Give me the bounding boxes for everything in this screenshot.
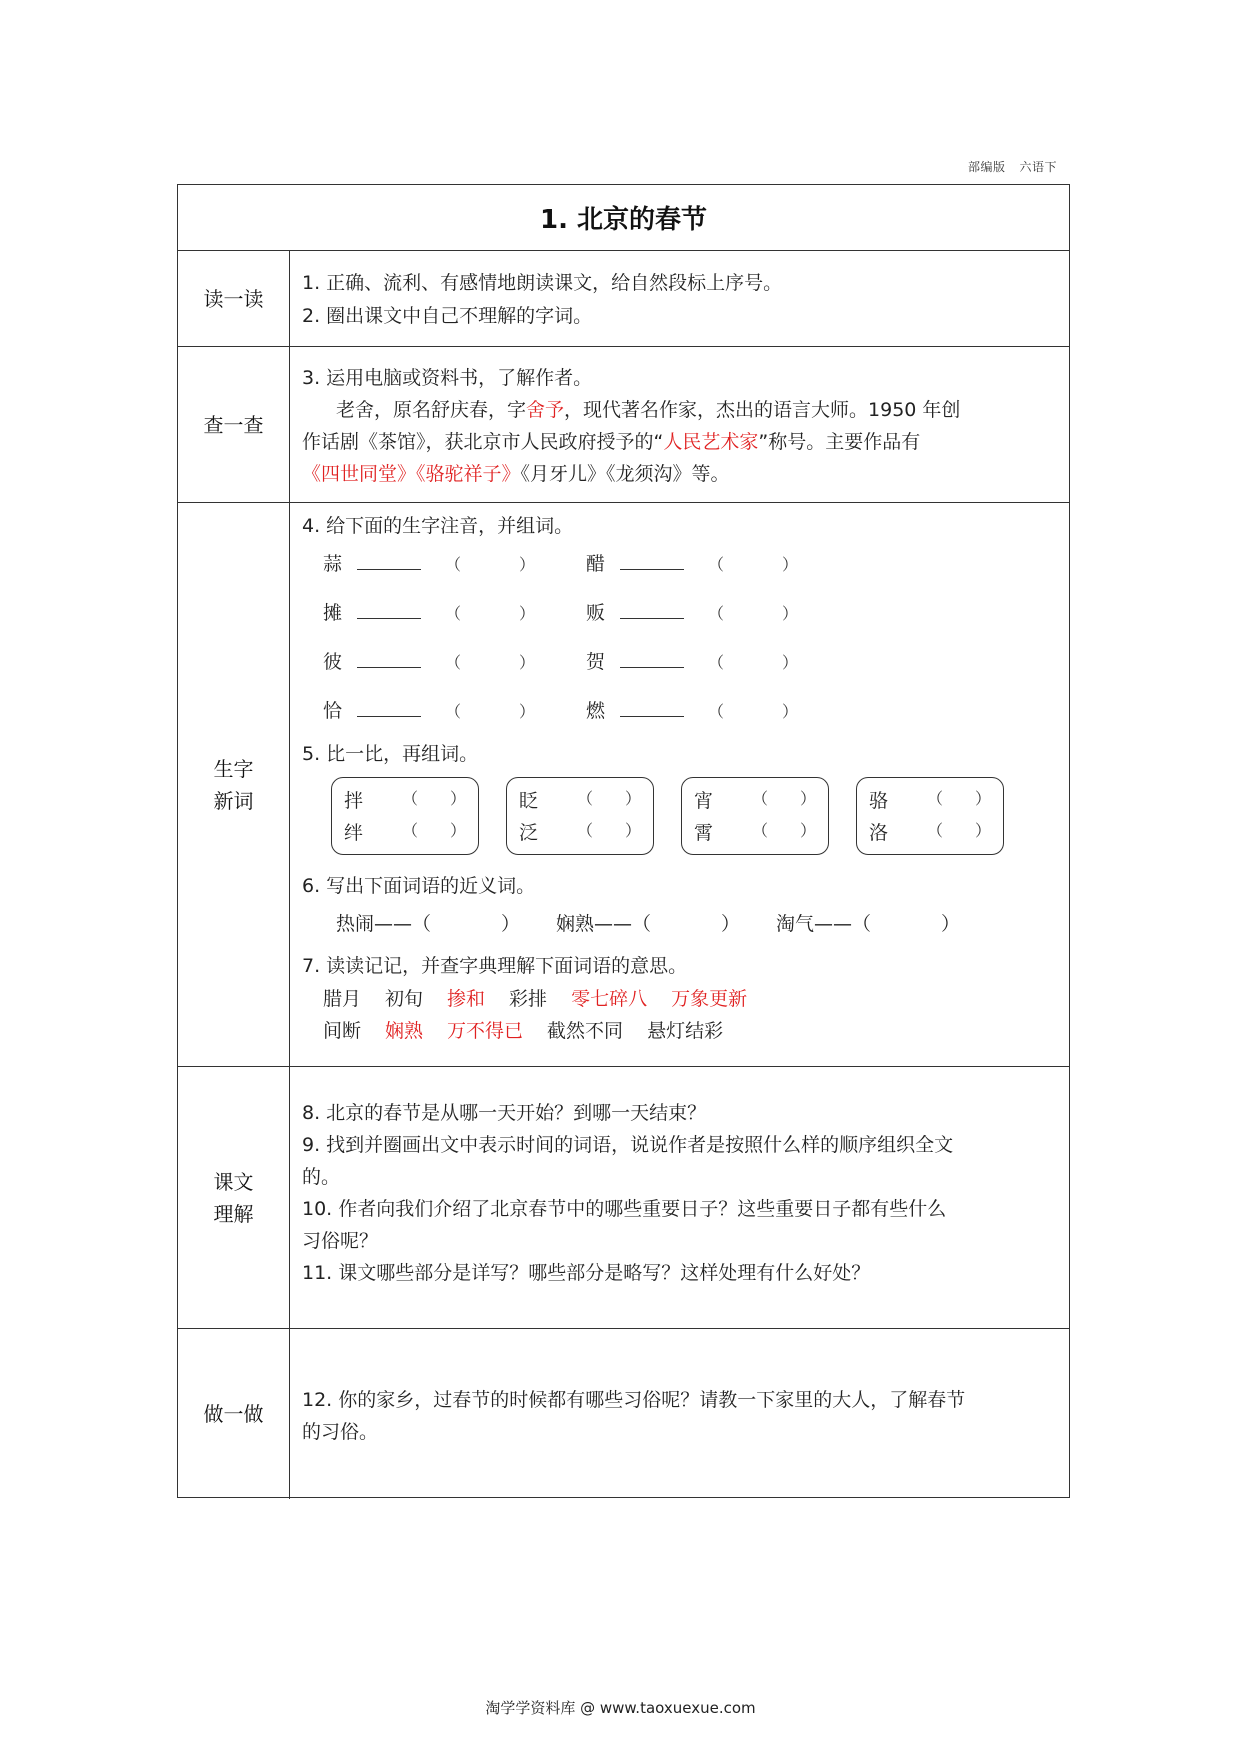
char: 骆: [869, 790, 889, 812]
question-2: 2. 圈出课文中自己不理解的字词。: [302, 305, 593, 327]
synonym-item[interactable]: [776, 909, 960, 936]
compare-row[interactable]: [869, 786, 991, 813]
author-paragraph-line-2: [302, 427, 920, 454]
char: 燃: [586, 700, 606, 722]
word-blank[interactable]: [708, 699, 798, 722]
compare-box: [681, 777, 829, 855]
char: 绊: [344, 822, 364, 844]
label-text: 新词: [213, 788, 254, 813]
paren-open: （: [445, 555, 462, 574]
word-list-row-1: [323, 984, 771, 1011]
question-1: 1. 正确、流利、有感情地朗读课文，给自然段标上序号。: [302, 272, 783, 294]
worksheet-table: [177, 184, 1070, 1498]
word-blank[interactable]: [445, 552, 535, 575]
blank: （ ）: [401, 789, 466, 808]
char: 贩: [586, 602, 606, 624]
section-read: [178, 251, 1069, 347]
pinyin-item: [586, 696, 798, 723]
question-5: 5. 比一比，再组词。: [302, 743, 479, 765]
word-blank[interactable]: [708, 601, 798, 624]
header-note: [968, 158, 1057, 175]
word-blank[interactable]: [708, 650, 798, 673]
char: 眨: [519, 790, 539, 812]
word-blank[interactable]: [708, 552, 798, 575]
question-12: 12. 你的家乡，过春节的时候都有哪些习俗呢？请教一下家里的大人，了解春节: [302, 1389, 966, 1411]
pinyin-blank[interactable]: [357, 600, 421, 619]
paren-close: ）: [781, 702, 798, 721]
blank: （ ）: [576, 821, 641, 840]
compare-row[interactable]: [519, 818, 641, 845]
paren-open: （: [708, 555, 725, 574]
compare-row[interactable]: [519, 786, 641, 813]
pinyin-item: [586, 549, 798, 576]
word: 初旬: [385, 988, 424, 1010]
pinyin-blank[interactable]: [357, 649, 421, 668]
section-content: [290, 1067, 1069, 1328]
paren-close: ）: [721, 913, 741, 935]
paren-close: ）: [941, 913, 961, 935]
compare-row[interactable]: [694, 818, 816, 845]
question-10-cont: 习俗呢？: [302, 1230, 379, 1252]
answer-text: 舍予: [526, 399, 565, 421]
char: 摊: [323, 602, 343, 624]
label-text: 生字: [213, 756, 254, 781]
word: 万象更新: [671, 988, 748, 1010]
page-title: 1. 北京的春节: [178, 185, 1069, 251]
paren-close: ）: [501, 913, 521, 935]
synonym-item[interactable]: [336, 909, 520, 936]
compare-row[interactable]: [694, 786, 816, 813]
char: 彼: [323, 651, 343, 673]
char: 洛: [869, 822, 889, 844]
synonym-word: 娴熟——（: [556, 913, 652, 935]
paren-close: ）: [518, 555, 535, 574]
word-blank[interactable]: [445, 650, 535, 673]
compare-box: [506, 777, 654, 855]
section-vocab: [178, 503, 1069, 1067]
paren-close: ）: [781, 555, 798, 574]
synonym-word: 淘气——（: [776, 913, 872, 935]
pinyin-blank[interactable]: [620, 600, 684, 619]
blank: （ ）: [751, 789, 816, 808]
answer-text: 《四世同堂》《骆驼祥子》: [302, 463, 521, 485]
pinyin-item: [323, 549, 535, 576]
char: 霄: [694, 822, 714, 844]
compare-box: [856, 777, 1004, 855]
text: 作话剧《茶馆》，获北京市人民政府授予的“: [302, 431, 664, 453]
paren-close: ）: [781, 604, 798, 623]
char: 拌: [344, 790, 364, 812]
question-9: 9. 找到并圈画出文中表示时间的词语，说说作者是按照什么样的顺序组织全文: [302, 1134, 954, 1156]
word: 腊月: [323, 988, 362, 1010]
author-paragraph-line-1: [336, 395, 960, 422]
pinyin-blank[interactable]: [357, 551, 421, 570]
text: ”称号。主要作品有: [758, 431, 921, 453]
paren-open: （: [445, 653, 462, 672]
word: 截然不同: [547, 1020, 624, 1042]
paren-close: ）: [518, 604, 535, 623]
blank: （ ）: [576, 789, 641, 808]
word-blank[interactable]: [445, 699, 535, 722]
compare-group: [290, 777, 1069, 857]
pinyin-item: [586, 647, 798, 674]
pinyin-blank[interactable]: [620, 649, 684, 668]
section-content: [290, 251, 1069, 346]
question-8: 8. 北京的春节是从哪一天开始？到哪一天结束？: [302, 1102, 707, 1124]
word-list-row-2: [323, 1016, 747, 1043]
synonym-word: 热闹——（: [336, 913, 432, 935]
paren-open: （: [708, 702, 725, 721]
paren-open: （: [445, 604, 462, 623]
pinyin-blank[interactable]: [620, 551, 684, 570]
text: ，现代著名作家，杰出的语言大师。1950 年创: [564, 399, 961, 421]
text: 老舍，原名舒庆春，字: [336, 399, 527, 421]
label-text: 理解: [213, 1201, 254, 1226]
pinyin-item: [323, 647, 535, 674]
word: 悬灯结彩: [647, 1020, 724, 1042]
label-text: 课文: [213, 1169, 254, 1194]
section-understand: [178, 1067, 1069, 1329]
compare-box: [331, 777, 479, 855]
question-11: 11. 课文哪些部分是详写？哪些部分是略写？这样处理有什么好处？: [302, 1262, 871, 1284]
question-3: 3. 运用电脑或资料书，了解作者。: [302, 367, 593, 389]
word: 间断: [323, 1020, 362, 1042]
blank: （ ）: [401, 821, 466, 840]
section-label: [178, 347, 290, 502]
blank: （ ）: [751, 821, 816, 840]
answer-text: 人民艺术家: [663, 431, 759, 453]
section-do: [178, 1329, 1069, 1499]
paren-close: ）: [518, 653, 535, 672]
compare-row[interactable]: [344, 786, 466, 813]
section-label: [178, 1067, 290, 1328]
char: 蒜: [323, 553, 343, 575]
section-check: [178, 347, 1069, 503]
section-label: [178, 1329, 290, 1499]
pinyin-item: [323, 696, 535, 723]
label-text: 查一查: [203, 412, 264, 437]
paren-close: ）: [781, 653, 798, 672]
compare-row[interactable]: [869, 818, 991, 845]
pinyin-blank[interactable]: [620, 698, 684, 717]
question-9-cont: 的。: [302, 1166, 341, 1188]
synonym-item[interactable]: [556, 909, 740, 936]
edition-label: 部编版: [967, 160, 1006, 174]
word: 娴熟: [385, 1020, 424, 1042]
char: 恰: [323, 700, 343, 722]
word: 万不得已: [447, 1020, 524, 1042]
question-10: 10. 作者向我们介绍了北京春节中的哪些重要日子？这些重要日子都有些什么: [302, 1198, 947, 1220]
pinyin-blank[interactable]: [357, 698, 421, 717]
paren-open: （: [445, 702, 462, 721]
word-blank[interactable]: [445, 601, 535, 624]
question-6: 6. 写出下面词语的近义词。: [302, 875, 536, 897]
pinyin-item: [323, 598, 535, 625]
section-content: [290, 347, 1069, 502]
grade-label: 六语下: [1019, 160, 1057, 174]
section-content: [290, 1329, 1069, 1499]
char: 贺: [586, 651, 606, 673]
char: 泛: [519, 822, 539, 844]
label-text: 读一读: [203, 286, 264, 311]
question-7: 7. 读读记记，并查字典理解下面词语的意思。: [302, 955, 688, 977]
pinyin-item: [586, 598, 798, 625]
text: 《月牙儿》《龙须沟》等。: [520, 463, 730, 485]
blank: （ ）: [926, 821, 991, 840]
label-text: 做一做: [203, 1402, 264, 1426]
word: 零七碎八: [571, 988, 648, 1010]
author-paragraph-line-3: [302, 459, 730, 486]
section-content: [290, 503, 1069, 1066]
paren-open: （: [708, 653, 725, 672]
section-label: [178, 251, 290, 346]
compare-row[interactable]: [344, 818, 466, 845]
blank: （ ）: [926, 789, 991, 808]
footer-watermark: 淘学学资料库 @ www.taoxuexue.com: [485, 1699, 756, 1717]
word: 彩排: [509, 988, 548, 1010]
paren-close: ）: [518, 702, 535, 721]
char: 宵: [694, 790, 714, 812]
question-12-cont: 的习俗。: [302, 1421, 379, 1443]
char: 醋: [586, 553, 606, 575]
paren-open: （: [708, 604, 725, 623]
question-4: 4. 给下面的生字注音，并组词。: [302, 515, 574, 537]
section-label: [178, 503, 290, 1066]
word: 掺和: [447, 988, 486, 1010]
